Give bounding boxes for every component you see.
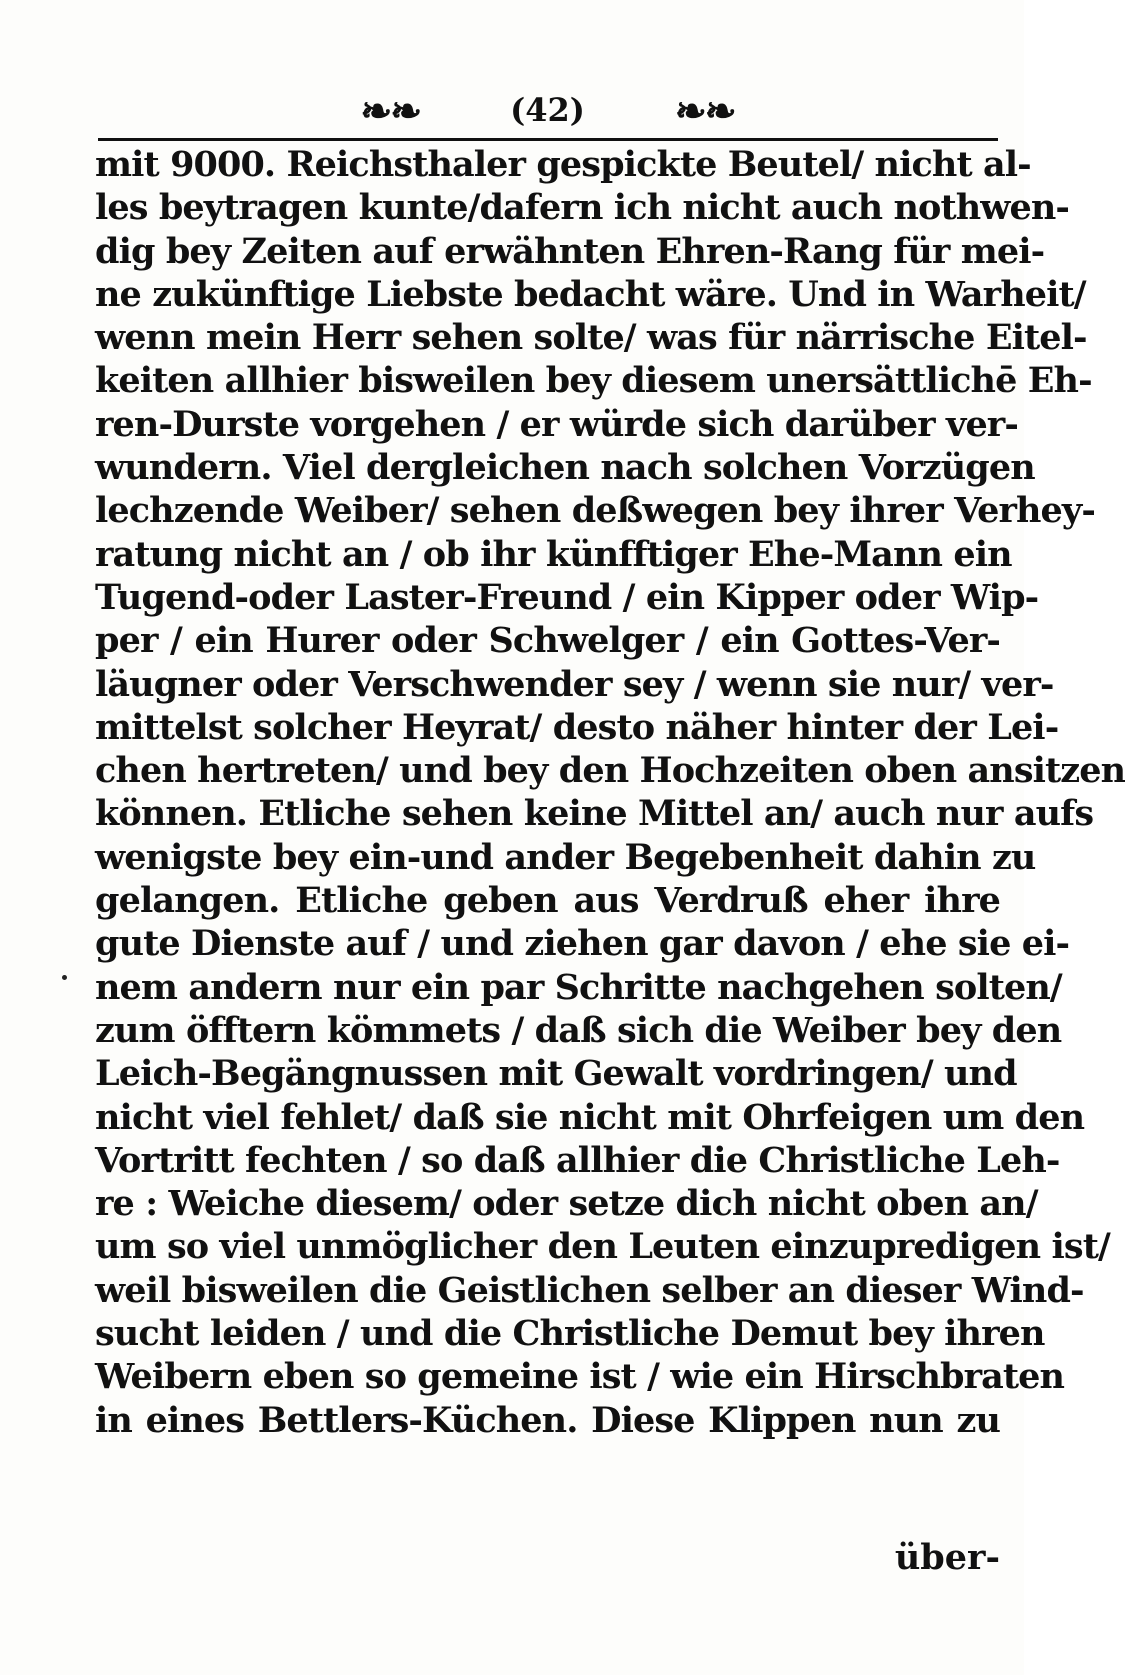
text-line: keiten allhier bisweilen bey diesem unersättlichē Eh- (95, 360, 1092, 402)
text-line: ratung nicht an / ob ihr künfftiger Ehe-Mann ein (95, 533, 1012, 575)
text-line: sucht leiden / und die Christliche Demut bey ihren (95, 1313, 1045, 1355)
text-line: wundern. Viel dergleichen nach solchen Vorzügen (95, 447, 1035, 489)
text-line: mit 9000. Reichsthaler gespickte Beutel/ nicht al- (95, 144, 1031, 185)
text-line: per / ein Hurer oder Schwelger / ein Gottes-Ver- (95, 620, 1000, 662)
page-number: (42) (510, 91, 585, 129)
text-line: re : Weiche diesem/ oder setze dich nicht oben an/ (95, 1183, 1038, 1225)
text-line: lechzende Weiber/ sehen deßwegen bey ihrer Verhey- (95, 490, 1095, 532)
text-line: Tugend-oder Laster-Freund / ein Kipper oder Wip- (95, 576, 1039, 618)
text-line: in eines Bettlers-Küchen. Diese Klippen nun zu (95, 1399, 1000, 1441)
text-line: weil bisweilen die Geistlichen selber an dieser Wind- (95, 1269, 1084, 1311)
text-line: können. Etliche sehen keine Mittel an/ auch nur aufs (95, 793, 1094, 835)
text-line: wenn mein Herr sehen solte/ was für närrische Eitel- (95, 317, 1087, 359)
text-line: dig bey Zeiten auf erwähnten Ehren-Rang für mei- (95, 230, 1045, 272)
catchword: über- (894, 1537, 1000, 1578)
text-line: Leich-Begängnussen mit Gewalt vordringen/ und (95, 1053, 1017, 1095)
text-line: zum öfftern kömmets / daß sich die Weiber bey den (95, 1009, 1062, 1051)
text-line: nicht viel fehlet/ daß sie nicht mit Ohrfeigen um den (95, 1096, 1085, 1138)
text-line: ren-Durste vorgehen / er würde sich darüber ver- (95, 403, 1018, 445)
margin-mark (62, 975, 67, 980)
text-line: ne zukünftige Liebste bedacht wäre. Und in Warheit/ (95, 273, 1086, 315)
text-line: nem andern nur ein par Schritte nachgehen solten/ (95, 966, 1062, 1008)
header-rule (98, 138, 998, 141)
text-line: um so viel unmöglicher den Leuten einzupredigen ist/ (95, 1226, 1110, 1268)
text-line: Weibern eben so gemeine ist / wie ein Hirschbraten (95, 1356, 1065, 1398)
text-line: chen hertreten/ und bey den Hochzeiten oben ansitzen (95, 750, 1125, 792)
text-line: wenigste bey ein-und ander Begebenheit dahin zu (95, 836, 1036, 878)
left-ornament: ❧❧ (360, 87, 421, 133)
text-line: mittelst solcher Heyrat/ desto näher hinter der Lei- (95, 706, 1059, 748)
running-head (95, 80, 1000, 140)
body-text (95, 143, 1125, 1442)
text-line: les beytragen kunte/dafern ich nicht auch nothwen- (95, 187, 1070, 229)
text-line: gute Dienste auf / und ziehen gar davon / ehe sie ei- (95, 923, 1070, 965)
text-line: läugner oder Verschwender sey / wenn sie nur/ ver- (95, 663, 1054, 705)
right-ornament: ❧❧ (674, 87, 735, 133)
text-line: gelangen. Etliche geben aus Verdruß eher ihre (95, 880, 1000, 922)
text-line: Vortritt fechten / so daß allhier die Christliche Leh- (95, 1139, 1060, 1181)
